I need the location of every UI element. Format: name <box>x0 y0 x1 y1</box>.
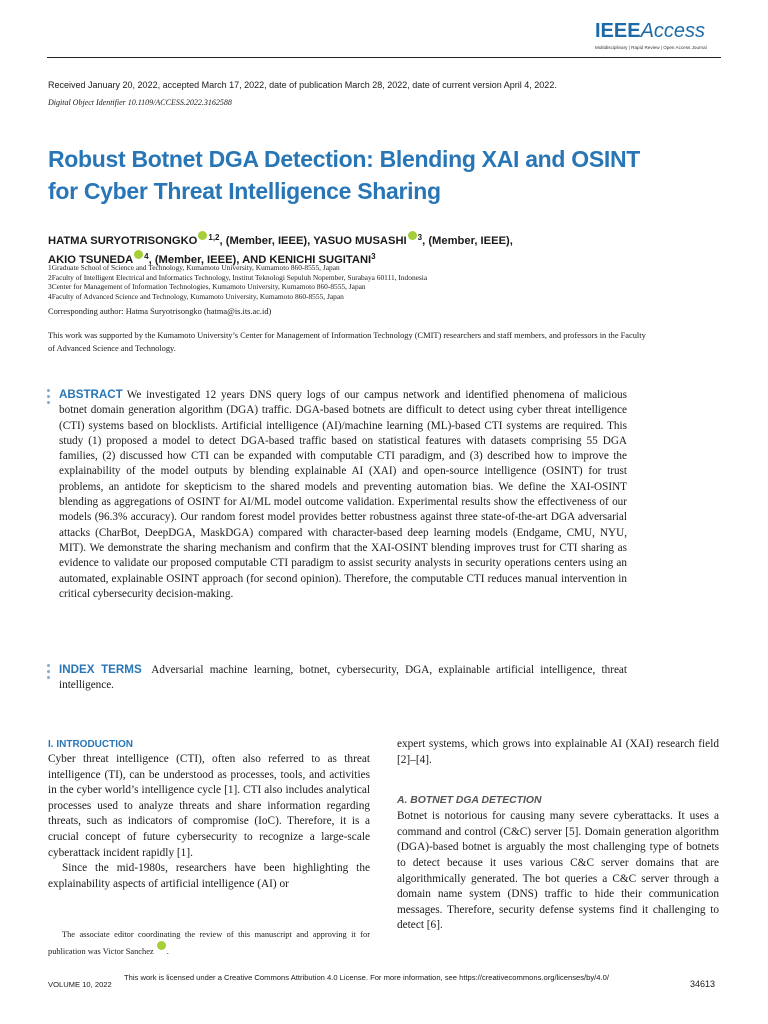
affiliation-item: 2Faculty of Intelligent Electrical and Informatics Technology, Institut Teknologi Sepuluh Nopember, Surabaya 60111, Indonesia <box>48 272 428 282</box>
index-terms-text: Adversarial machine learning, botnet, cybersecurity, DGA, explainable artificial intelligence, threat intelligence. <box>59 664 627 692</box>
body-paragraph: Cyber threat intelligence (CTI), often also referred to as threat intelligence (TI), can be understood as processes, tools, and activities in the cyber world’s intelligence cycle [1]. CTI also includes analytical processes used to analyze threats and share information regarding threats, such as indicators of compromise (IoC). Therefore, it is a crucial concept of future cybersecurity to recognize a large-scale cyberattack incident rapidly [1]. <box>48 753 370 859</box>
funding-statement: This work was supported by the Kumamoto University’s Center for Management of Information Technology (CMIT) researchers and staff members, and professors in the Faculty of Advanced Science and Technology. <box>48 331 646 353</box>
abstract-text: We investigated 12 years DNS query logs of our campus network and identified phenomena of malicious botnet domain generation algorithm (DGA) traffic. DGA-based botnets are difficult to detect using cyber threat intelligence (CTI) systems based on blocklists. Artificial intelligence (AI)/machine learning (ML)-based CTI systems are required. This study (1) proposed a model to detect DGA-based traffic based on statistical features with datasets comprising 55 DGA families, (2) discussed how CTI can be expanded with computable CTI paradigm, and (3) described how to improve the explainability of the model outputs by blending explainable AI (XAI) and open-source intelligence (OSINT) for trust problems, an antidote for skepticism to the shared models and preventing automation bias. We define the XAI-OSINT blending as aggregations of OSINT for AI/ML model outcome validation. Experimental results show the effectiveness of our models (96.3% accuracy). Our random forest model provides better robustness against three state-of-the-art DGA adversarial attacks (CharBot, DeepDGA, MaskDGA) compared with character-based deep learning models (Endgame, CMU, NYU, MIT). We demonstrate the sharing mechanism and confirm that the XAI-OSINT blending improves trust for CTI sharing as evidence to validate our proposed computable CTI paradigm to assist security analysts in security operations centers using an automated, explainable OSINT approach (for second opinion). Therefore, the computable CTI reduces manual intervention in critical cybersecurity decision-making. <box>59 389 627 600</box>
author-affil-sup: 3 <box>371 252 376 261</box>
body-paragraph: expert systems, which grows into explainable AI (XAI) research field [2]–[4]. <box>397 738 719 766</box>
author-name: KENICHI SUGITANI <box>269 254 372 266</box>
header-rule <box>47 57 721 58</box>
footnote-text: The associate editor coordinating the review of this manuscript and approving it for publication was Victor Sanchez <box>48 930 370 956</box>
author-name: AKIO TSUNEDA <box>48 254 134 266</box>
author-affil-sup: 1,2 <box>208 233 220 242</box>
received-dates: Received January 20, 2022, accepted March 17, 2022, date of publication March 28, 2022, date of current version April 4, 2022. <box>48 80 557 90</box>
abstract-label: ABSTRACT <box>59 388 123 401</box>
footer-volume: VOLUME 10, 2022 <box>48 980 112 989</box>
author-affil-sup: 4 <box>144 252 149 261</box>
logo-ieee-text: IEEE <box>595 20 641 42</box>
left-column <box>48 737 370 892</box>
author-name: HATMA SURYOTRISONGKO <box>48 235 198 247</box>
author-affil-sup: 3 <box>417 233 423 242</box>
orcid-icon[interactable] <box>157 941 166 950</box>
index-terms <box>59 662 627 694</box>
paper-title: Robust Botnet DGA Detection: Blending XAI and OSINT for Cyber Threat Intelligence Sharing <box>48 146 641 204</box>
footer-license: This work is licensed under a Creative Commons Attribution 4.0 License. For more information, see https://creativecommons.org/licenses/by/4.0/ <box>124 973 609 982</box>
body-paragraph: Botnet is notorious for causing many severe cyberattacks. It uses a command and control (C&C) server [5]. Domain generation algorithm (DGA)-based botnet is arguably the most challenging type of botnets to detect because it uses various C&C server domains that are algorithmically generated. The bot queries a C&C server through a domain name system (DNS) traffic to hide their communication messages. Therefore, security defense systems find it challenging to detect [6]. <box>397 810 719 932</box>
subsection-heading: A. BOTNET DGA DETECTION <box>397 795 542 807</box>
author-role: , (Member, IEEE), AND <box>148 254 270 266</box>
affiliation-item: 1Graduate School of Science and Technology, Kumamoto University, Kumamoto 860-8555, Japan <box>48 263 340 272</box>
orcid-icon[interactable] <box>408 231 417 240</box>
abstract-marker-icon <box>47 389 51 407</box>
affiliations <box>48 263 427 302</box>
affiliation-item: 4Faculty of Advanced Science and Technology, Kumamoto University, Kumamoto 860-8555, Japan <box>48 292 344 302</box>
corresponding-author: Corresponding author: Hatma Suryotrisongko (hatma@is.its.ac.id) <box>48 307 272 316</box>
author-role: , (Member, IEEE), <box>422 235 513 247</box>
body-paragraph: Since the mid-1980s, researchers have been highlighting the explainability aspects of artificial intelligence (AI) or <box>48 862 370 890</box>
logo-tagline: Multidisciplinary | Rapid Review | Open Access Journal <box>595 45 707 50</box>
page-number: 34613 <box>690 979 716 989</box>
ieee-access-logo <box>595 20 725 58</box>
index-terms-marker-icon <box>47 664 51 682</box>
logo-access-text: Access <box>640 20 706 42</box>
editor-footnote: The associate editor coordinating the review of this manuscript and approving it for publication was Victor Sanchez . <box>48 930 370 956</box>
section-heading: I. INTRODUCTION <box>48 739 133 750</box>
author-name: YASUO MUSASHI <box>313 235 407 247</box>
affiliation-item: 3Center for Management of Information Technologies, Kumamoto University, Kumamoto 860-8555, Japan <box>48 282 366 292</box>
right-column <box>397 737 719 934</box>
abstract <box>59 387 627 602</box>
author-role: , (Member, IEEE), <box>219 235 314 247</box>
orcid-icon[interactable] <box>198 231 207 240</box>
index-terms-label: INDEX TERMS <box>59 663 142 676</box>
orcid-icon[interactable] <box>134 250 143 259</box>
doi-line: Digital Object Identifier 10.1109/ACCESS.2022.3162588 <box>48 98 232 107</box>
